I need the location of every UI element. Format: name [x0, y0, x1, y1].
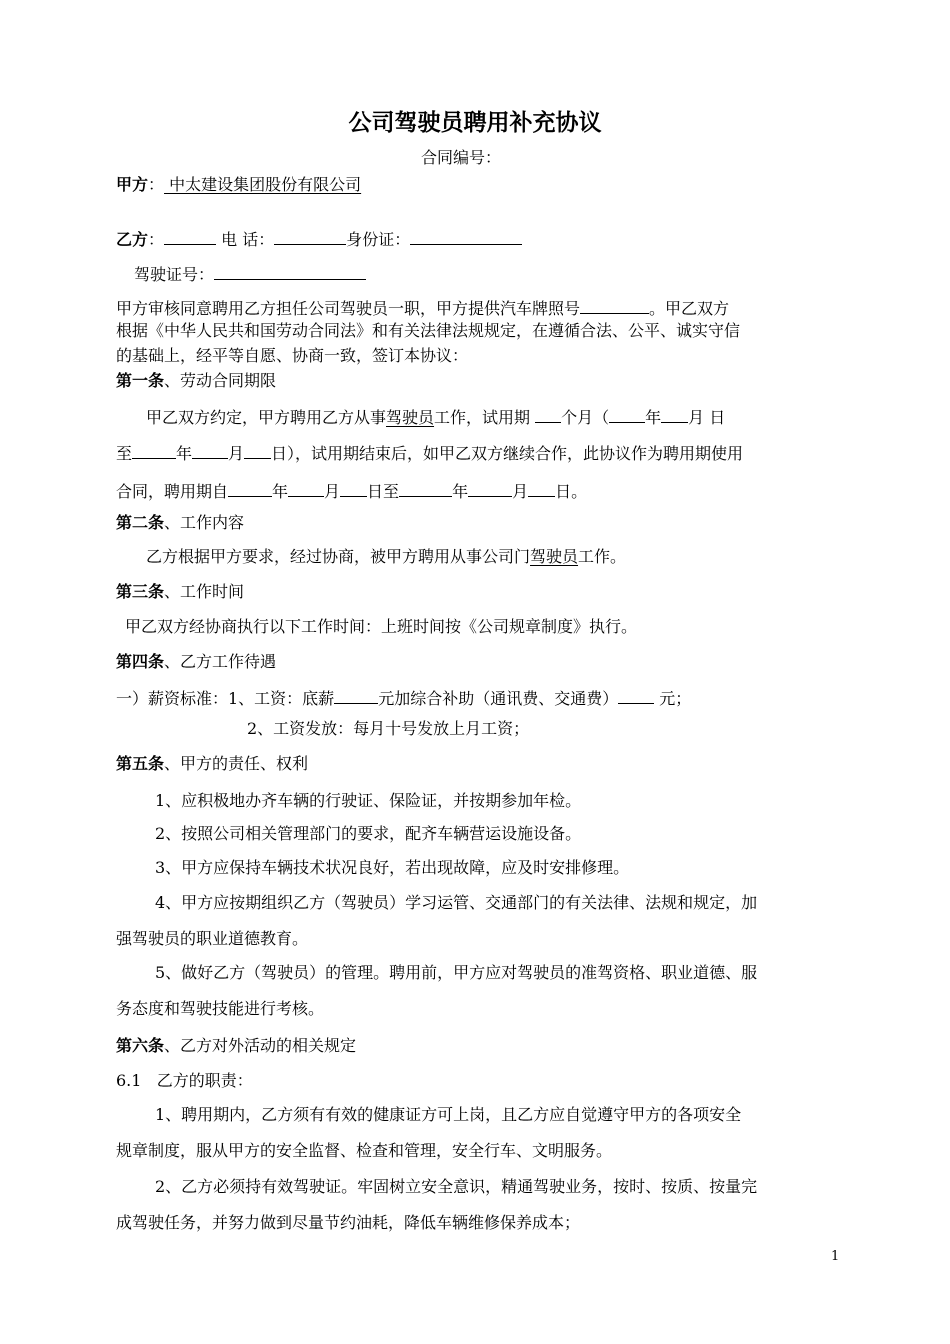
article-3-title: 、工作时间: [164, 582, 245, 601]
a1-text: 个月（: [561, 408, 610, 427]
article-1-line-3: [116, 481, 587, 500]
party-a-line: [116, 177, 361, 193]
blank: [288, 481, 324, 497]
article-6-number: 第六条: [116, 1036, 165, 1055]
article-4-title: 、乙方工作待遇: [164, 652, 277, 671]
a1-text: 合同，聘用期自: [116, 482, 229, 501]
blank: [340, 481, 367, 497]
probation-months-blank: [535, 407, 561, 423]
contract-number-label: 合同编号：: [421, 148, 502, 167]
a1-text: 年: [452, 482, 469, 501]
allowance-blank: [618, 688, 654, 704]
article-5-item: 强驾驶员的职业道德教育。: [116, 929, 309, 948]
a1-position: 驾驶员: [386, 408, 435, 427]
intro-line-1: [116, 298, 729, 317]
article-6-subsection: 6.1 乙方的职责：: [116, 1071, 253, 1090]
blank: [661, 407, 688, 423]
a1-text: 月: [324, 482, 341, 501]
party-a-colon: ：: [148, 175, 165, 194]
intro-line-2: 根据《中华人民共和国劳动合同法》和有关法律法规规定，在遵循合法、公平、诚实守信: [116, 321, 741, 340]
phone-label: 电 话：: [221, 230, 275, 249]
blank: [132, 443, 176, 459]
article-5-item: 务态度和驾驶技能进行考核。: [116, 999, 325, 1018]
phone-blank: [274, 229, 346, 245]
intro-text-2: 。甲乙双方: [649, 299, 730, 318]
article-3-line-1: 甲乙双方经协商执行以下工作时间：上班时间按《公司规章制度》执行。: [125, 617, 638, 636]
article-2-title: 、工作内容: [164, 513, 245, 532]
intro-text-1: 甲方审核同意聘用乙方担任公司驾驶员一职，甲方提供汽车牌照号: [116, 299, 581, 318]
a4-text: 元；: [654, 689, 692, 708]
article-4-heading: [116, 654, 276, 670]
a1-text: 年: [645, 408, 662, 427]
blank: [192, 443, 228, 459]
party-b-line: [116, 229, 522, 248]
a1-text: 日），试用期结束后，如甲乙双方继续合作，此协议作为聘用期使用: [271, 444, 744, 463]
article-4-line-1: [116, 688, 691, 707]
article-1-number: 第一条: [116, 371, 165, 390]
page-number: 1: [831, 1249, 840, 1264]
intro-line-3: 的基础上，经平等自愿、协商一致，签订本协议：: [116, 346, 469, 365]
a1-text: 甲乙双方约定，甲方聘用乙方从事: [146, 408, 387, 427]
article-6-item: 1、聘用期内，乙方须有有效的健康证方可上岗，且乙方应自觉遵守甲方的各项安全: [155, 1105, 742, 1124]
article-5-title: 、甲方的责任、权利: [164, 754, 309, 773]
plate-number-blank: [580, 298, 649, 314]
article-5-item: 4、甲方应按期组织乙方（驾驶员）学习运管、交通部门的有关法律、法规和规定，加: [155, 893, 758, 912]
article-5-item: 1、应积极地办齐车辆的行驶证、保险证，并按期参加年检。: [155, 791, 582, 810]
a2-position: 驾驶员: [530, 547, 579, 566]
article-2-line-1: [146, 549, 626, 565]
license-line: [134, 264, 366, 283]
license-label: 驾驶证号：: [134, 265, 215, 284]
article-6-item: 规章制度，服从甲方的安全监督、检查和管理，安全行车、文明服务。: [116, 1141, 613, 1160]
a1-text: 年: [272, 482, 289, 501]
article-2-heading: [116, 515, 244, 531]
a1-text: 至: [116, 444, 133, 463]
article-1-title: 、劳动合同期限: [164, 371, 277, 390]
article-5-heading: [116, 756, 308, 772]
article-3-number: 第三条: [116, 582, 165, 601]
party-b-label: 乙方: [116, 230, 149, 249]
article-4-line-2: 2、工资发放：每月十号发放上月工资；: [247, 719, 530, 738]
article-5-item: 5、做好乙方（驾驶员）的管理。聘用前，甲方应对驾驶员的准驾资格、职业道德、服: [155, 963, 758, 982]
party-b-colon: ：: [148, 230, 165, 249]
license-blank: [214, 264, 366, 280]
a1-text: 年: [176, 444, 193, 463]
article-2-number: 第二条: [116, 513, 165, 532]
id-card-blank: [410, 229, 522, 245]
base-salary-blank: [334, 688, 378, 704]
blank: [244, 443, 271, 459]
id-card-label: 身份证：: [346, 230, 411, 249]
party-b-name-blank: [164, 229, 216, 245]
blank: [228, 481, 272, 497]
article-1-line-1: [146, 407, 725, 426]
a4-text: 一）薪资标准：1、工资：底薪: [116, 689, 335, 708]
blank: [399, 481, 452, 497]
a1-text: 月: [228, 444, 245, 463]
a1-text: 日。: [555, 482, 588, 501]
a4-text: 元加综合补助（通讯费、交通费）: [378, 689, 619, 708]
article-1-heading: [116, 373, 276, 389]
article-5-item: 2、按照公司相关管理部门的要求，配齐车辆营运设施设备。: [155, 824, 582, 843]
article-6-item: 成驾驶任务，并努力做到尽量节约油耗，降低车辆维修保养成本；: [116, 1213, 581, 1232]
blank: [528, 481, 555, 497]
a2-text: 乙方根据甲方要求，经过协商，被甲方聘用从事公司门: [146, 547, 531, 566]
article-6-title: 、乙方对外活动的相关规定: [164, 1036, 357, 1055]
article-4-number: 第四条: [116, 652, 165, 671]
blank: [609, 407, 645, 423]
blank: [468, 481, 512, 497]
a1-text: 月 日: [688, 408, 726, 427]
party-a-name: 中太建设集团股份有限公司: [164, 175, 362, 194]
document-title: 公司驾驶员聘用补充协议: [348, 110, 602, 136]
article-5-item: 3、甲方应保持车辆技术状况良好，若出现故障，应及时安排修理。: [155, 858, 630, 877]
article-6-heading: [116, 1038, 356, 1054]
a1-text: 月: [512, 482, 529, 501]
a2-text: 工作。: [578, 547, 627, 566]
article-3-heading: [116, 584, 244, 600]
party-a-label: 甲方: [116, 175, 149, 194]
a1-text: 日至: [367, 482, 400, 501]
article-6-item: 2、乙方必须持有效驾驶证。牢固树立安全意识，精通驾驶业务，按时、按质、按量完: [155, 1177, 758, 1196]
article-5-number: 第五条: [116, 754, 165, 773]
article-1-line-2: [116, 443, 743, 462]
a1-text: 工作，试用期: [434, 408, 536, 427]
